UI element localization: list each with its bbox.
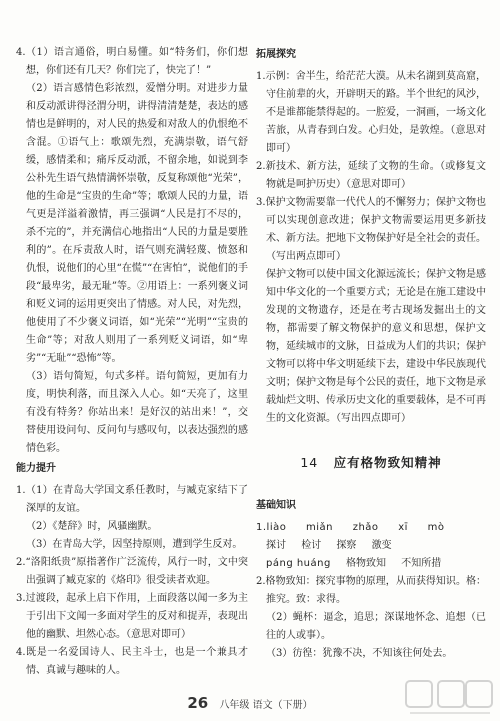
word-item: páng huáng	[266, 557, 331, 569]
ability-1-2: （2）《楚辞》时，风骚幽默。	[26, 521, 158, 532]
word-item: 格物致知	[346, 557, 387, 569]
right-column	[256, 44, 486, 663]
ability-1-3: （3）在青岛大学，因坚持原则，遭到学生反对。	[26, 539, 243, 550]
basic-2: 2.格物致知：探究事物的原理，从而获得知识。格：推究。致：求得。	[256, 575, 486, 605]
word-item: 探察	[336, 539, 357, 551]
pinyin-item: mò	[427, 521, 445, 533]
pinyin-row-1	[256, 519, 486, 537]
extension-2: 2.新技术、新方法，延续了文物的生命。（或修复文物就是呵护历史）（意思对即可）	[256, 161, 486, 190]
pinyin-item: miǎn	[306, 521, 334, 533]
section-title-basic: 基础知识	[256, 499, 296, 511]
word-item: 检讨	[301, 539, 322, 551]
ability-3: 3.过渡段，起承上启下作用，上面段落以闻一多为主于引出下文闻一多面对学生的反对和捉弄，表现出他的幽默、坦然心态。（意思对即可）	[16, 593, 248, 640]
answer-4-2: （2）语言感情色彩浓烈，爱憎分明。对进步力量和反动派讲得泾渭分明，讲得清清楚楚，表达的感情也是鲜明的，对人民的热爱和对敌人的仇恨绝不含混。①语气上：歌颂先烈，充满崇敬，语气舒缓，感情柔和；痛斥反动派，不留余地，如说到李公朴先生语气热情满怀崇敬，反复称颂他“光荣”，他的生命是“宝贵的生命”等；歌颂人民的力量，语气更是洋溢着激情，再三强调“人民是打不尽的，杀不完的”，并充满信心地指出“人民的力量是要胜利的”。在斥责敌人时，语气则充满轻蔑、愤怒和仇恨，说他们的心里“在慌”“在害怕”，说他们的手段“最卑劣，最无耻”等。②用语上：一系列褒义词和贬义词的运用更突出了情感。对人民，对先烈，他使用了不少褒义词语，如“光荣”“光明”“宝贵的生命”等；对敌人则用了一系列贬义词语，如“卑劣”“无耻”“恐怖”等。	[26, 83, 248, 364]
footer-grade: 八年级	[219, 700, 250, 711]
lesson-number: 14	[300, 455, 319, 470]
pinyin-item: zhǎo	[352, 521, 379, 533]
section-title-extension: 拓展探究	[256, 49, 296, 60]
answer-4-3: （3）语句简短，句式多样。语句简短，更加有力度，明快利落，而且深入人心。如“天亮了，这里有没有特务？你站出来！是好汉的站出来！”，交替使用设问句、反问句与感叹句，以表达强烈的感情色彩。	[26, 371, 248, 454]
basic-3-2: （2）蝇杯：逼念，追思；深谋地怀念、追想（已往的人或事）。	[266, 611, 486, 641]
extension-1: 1.示例：舍半生，给茫茫大漠。从未名湖到莫高窟，守住前辈的火，开辟明天的路。半个世纪的风沙，不是谁都能禁得起的。一腔爱，一洞画，一场文化苦旅，从青春到白发。心归处，是敦煌。（意思对即可）	[256, 71, 486, 154]
pinyin-item: xī	[398, 521, 408, 533]
basic-3-3: （3）彷徨：犹豫不决，不知该往何处去。	[266, 647, 453, 659]
ability-4: 4.既是一名爱国诗人、民主斗士，也是一个兼具才情、真诚与趣味的人。	[16, 647, 248, 676]
word-item: 探讨	[266, 539, 286, 551]
watermark-logo	[404, 677, 494, 717]
lesson-title: 应有格物致知精神	[333, 455, 442, 470]
extension-3-b: 保护文物可以使中国文化源远流长；保护文物是感知中华文化的一个重要方式；无论是在施工建设中发现的文物遗存，还是在考古现场发掘出土的文物，都需要了解文物保护的意义和思想，保护文物，延续城市的文脉，日益成为人们的共识；保护文物可以将中华文明延续下去，建设中华民族现代文明；保护文物是每个公民的责任，地下文物是承载灿烂文明、传承历史文化的重要载体，是不可再生的文化资源。（写出四点即可）	[266, 269, 486, 424]
word-item: 不知所措	[401, 557, 442, 569]
left-column	[16, 44, 248, 680]
word-item: 激变	[371, 539, 392, 551]
answer-4-1: 4.（1）语言通俗，明白易懂。如“特务们，你们想想，你们还有几天？你们完了，快完了！”	[16, 47, 248, 76]
ability-1-1: 1.（1）在青岛大学国文系任教时，与臧克家结下了深厚的友谊。	[16, 485, 248, 514]
pinyin-item: 1.liào	[256, 521, 287, 533]
ability-2: 2.“洛阳纸贵”原指著作广泛流传，风行一时，文中突出强调了臧克家的《烙印》很受读者欢迎。	[16, 557, 248, 586]
lesson-heading	[256, 452, 486, 475]
word-row-2	[256, 555, 486, 573]
page-number: 26	[187, 694, 209, 712]
extension-3: 3.保护文物需要靠一代代人的不懈努力；保护文物也可以实现创意改进；保护文物需要运用更多新技术、新方法。把地下文物保护好是全社会的责任。（写出两点即可）	[256, 197, 486, 262]
section-title-ability: 能力提升	[16, 463, 56, 474]
footer-subject: 语文（下册）	[252, 700, 313, 711]
word-row-1	[256, 537, 486, 555]
